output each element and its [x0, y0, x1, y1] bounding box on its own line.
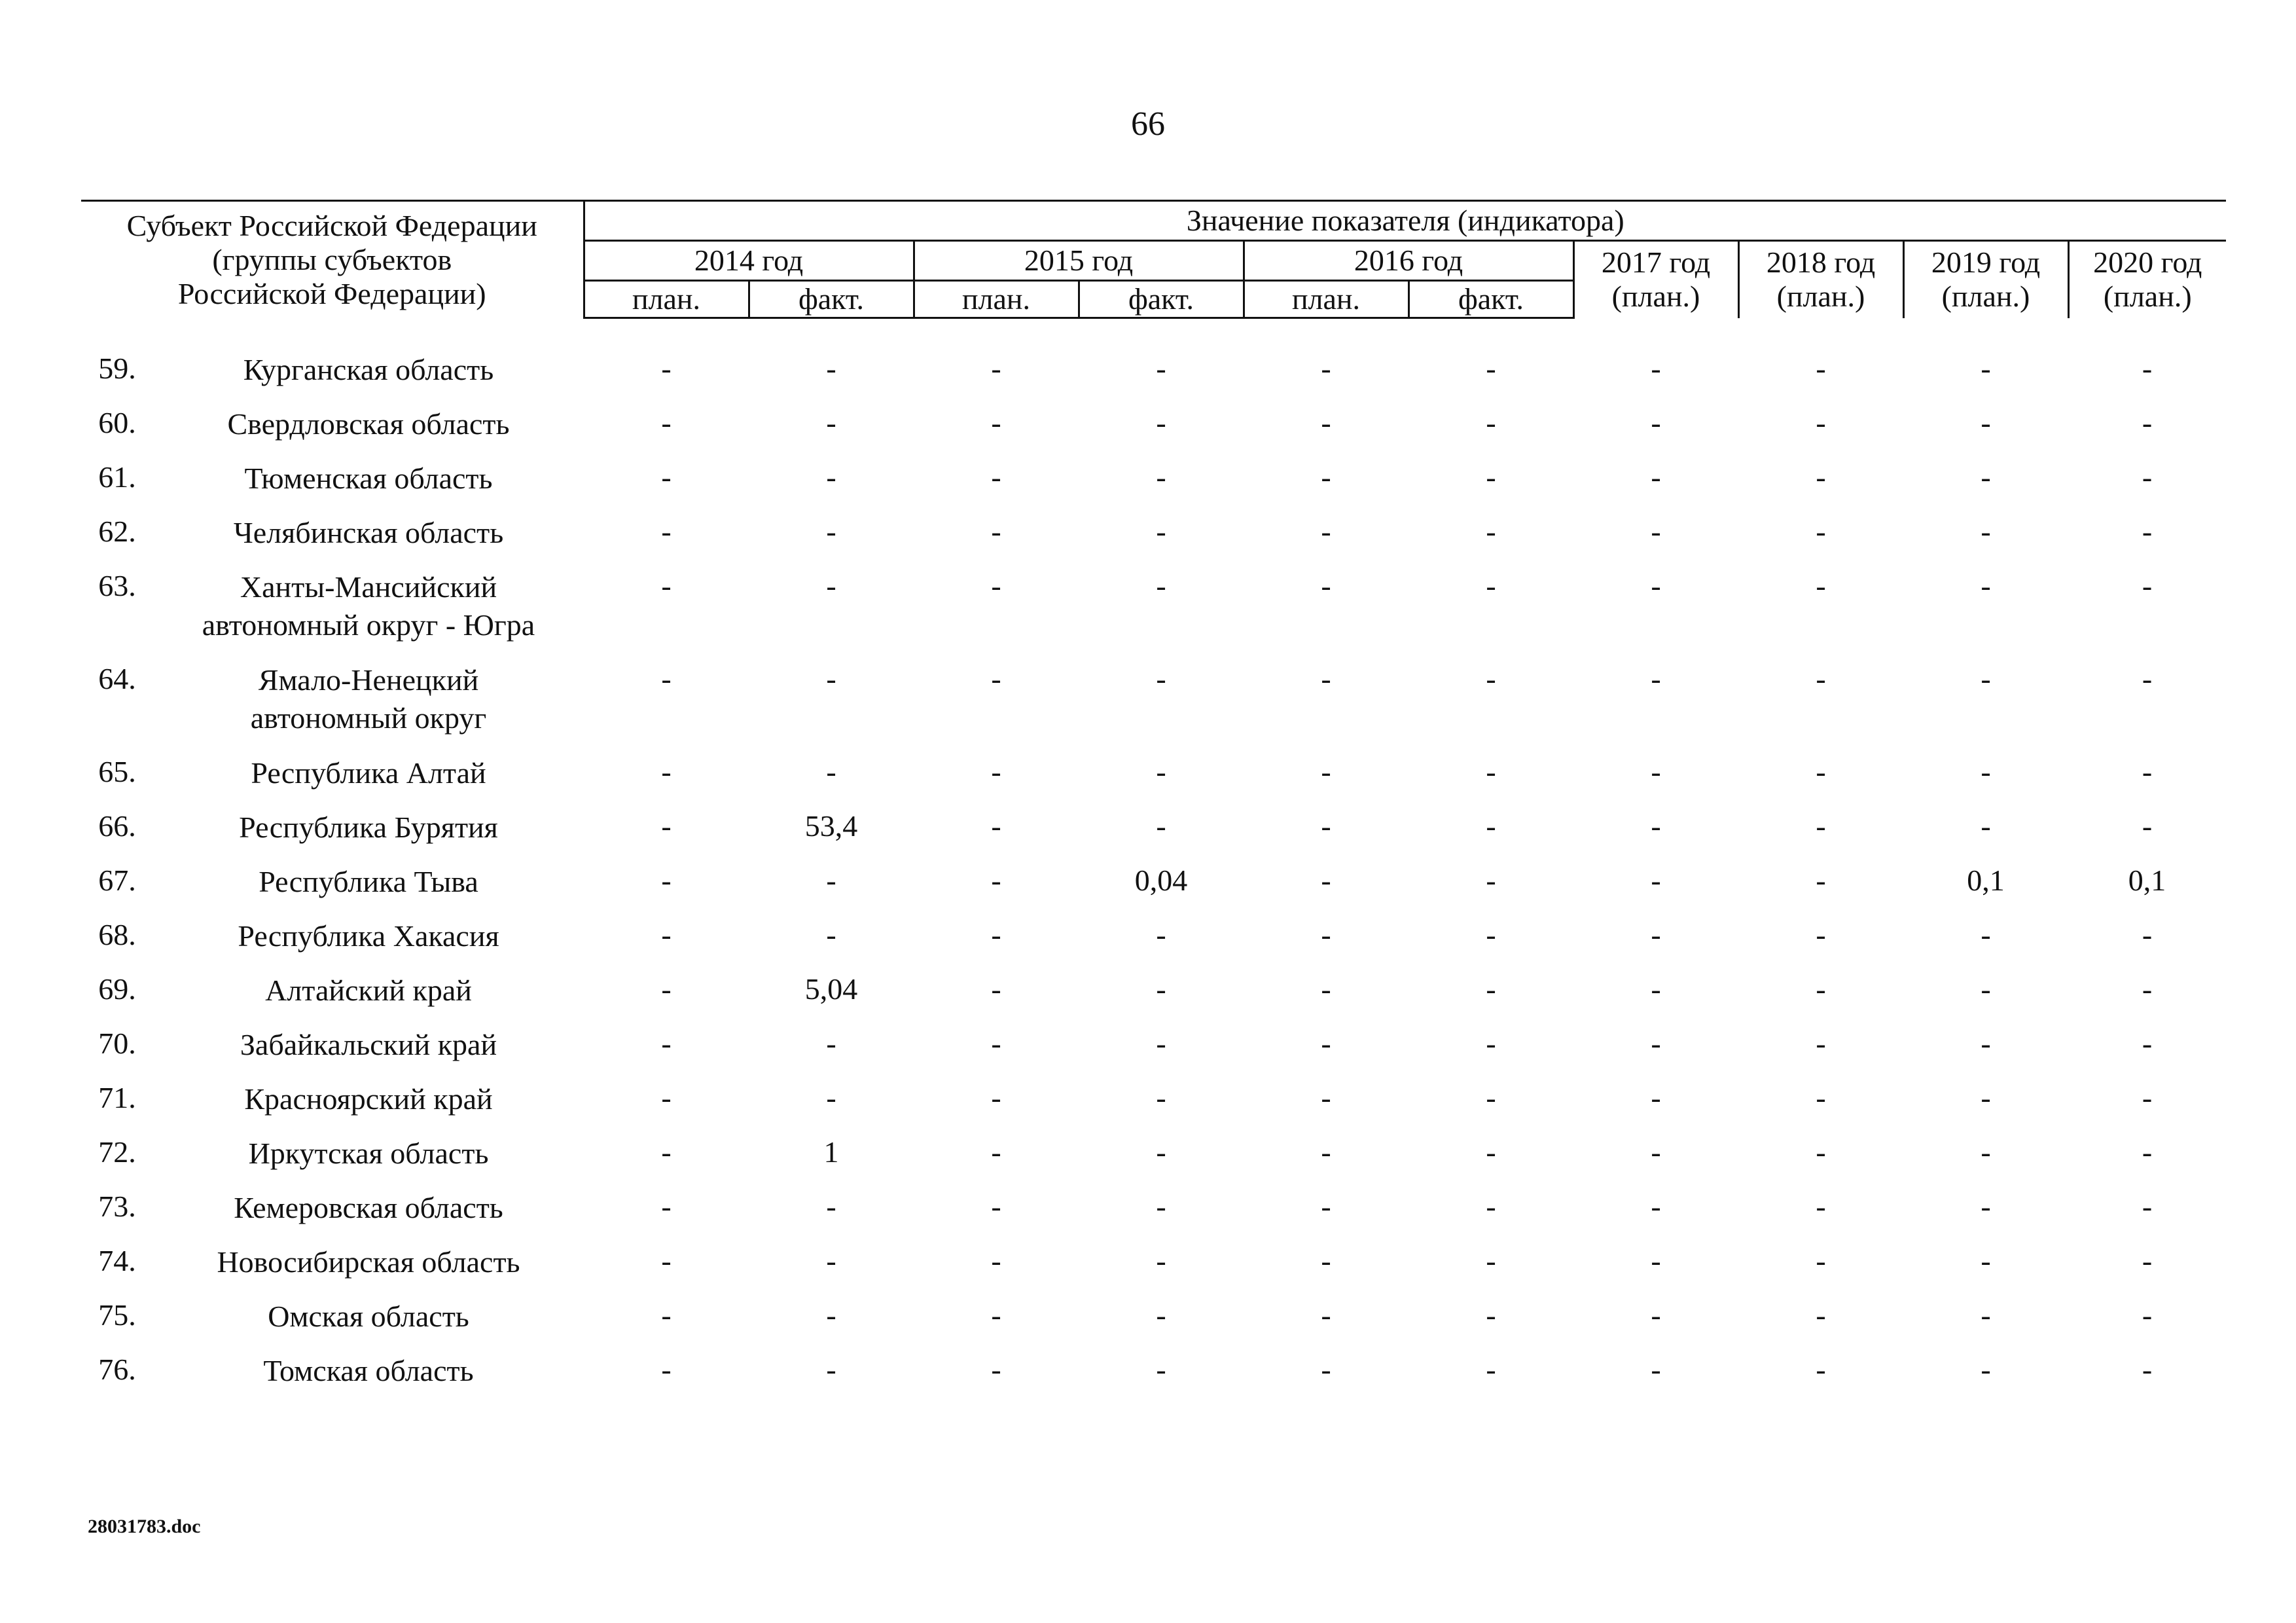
- indicator-value: -: [1651, 1243, 1661, 1277]
- row-number: 66.: [98, 809, 136, 843]
- table-row: [81, 1012, 2226, 1066]
- indicator-value: -: [1651, 754, 1661, 788]
- indicator-value: 0,1: [1967, 863, 2005, 897]
- indicator-value: -: [991, 863, 1001, 897]
- indicator-value: -: [1981, 809, 1991, 843]
- plan-label: (план.): [1776, 280, 1865, 314]
- indicator-value: -: [826, 1189, 836, 1223]
- indicator-value: -: [1486, 917, 1496, 951]
- table-row: [81, 1175, 2226, 1229]
- subject-name: [153, 903, 584, 957]
- indicator-value: -: [1156, 1243, 1166, 1277]
- indicator-value: -: [1816, 661, 1826, 695]
- subject-name: [153, 1229, 584, 1283]
- indicator-value: 0,04: [1134, 863, 1188, 897]
- indicator-value: -: [826, 460, 836, 494]
- indicator-value: -: [1651, 917, 1661, 951]
- indicator-value: -: [1156, 1298, 1166, 1332]
- indicator-value: -: [1651, 351, 1661, 385]
- table-row: [81, 848, 2226, 903]
- year-label: 2017 год: [1601, 246, 1711, 280]
- indicator-value: -: [1486, 1026, 1496, 1060]
- fact-subheader: факт.: [1408, 281, 1573, 318]
- table-row: [81, 391, 2226, 445]
- indicator-value: -: [661, 1135, 672, 1169]
- indicator-value: -: [991, 351, 1001, 385]
- indicator-value: -: [991, 809, 1001, 843]
- year-header-2016: 2016 год: [1244, 241, 1573, 281]
- indicator-value: -: [826, 351, 836, 385]
- row-number: 69.: [98, 972, 136, 1006]
- table-row: [81, 1283, 2226, 1338]
- indicator-value: -: [661, 514, 672, 548]
- indicator-value: -: [1651, 568, 1661, 602]
- indicator-value: -: [2142, 405, 2153, 439]
- year-header-2018: [1738, 241, 1903, 318]
- plan-subheader: план.: [584, 281, 749, 318]
- indicator-value: -: [2142, 661, 2153, 695]
- fact-subheader: факт.: [1079, 281, 1244, 318]
- indicator-value: -: [1486, 1080, 1496, 1114]
- indicator-value: -: [1156, 972, 1166, 1006]
- indicator-value: -: [1651, 809, 1661, 843]
- plan-subheader: план.: [1244, 281, 1408, 318]
- indicator-value: -: [1486, 1135, 1496, 1169]
- indicator-value: -: [1321, 514, 1331, 548]
- indicator-value: -: [2142, 1135, 2153, 1169]
- indicator-value: -: [991, 1026, 1001, 1060]
- indicator-value: -: [1651, 1352, 1661, 1386]
- indicator-value: -: [1486, 1298, 1496, 1332]
- indicator-value: -: [1156, 661, 1166, 695]
- subject-name-line: Тюменская область: [244, 461, 493, 495]
- indicator-value: -: [2142, 1298, 2153, 1332]
- year-header-2019: [1903, 241, 2068, 318]
- subject-name-line: Забайкальский край: [240, 1027, 497, 1061]
- table-body: [81, 318, 2226, 1392]
- indicator-value: -: [1486, 863, 1496, 897]
- row-number: 67.: [98, 863, 136, 897]
- indicator-value: -: [2142, 917, 2153, 951]
- indicator-value: -: [2142, 809, 2153, 843]
- indicator-value: -: [661, 1298, 672, 1332]
- indicator-value: -: [1816, 405, 1826, 439]
- indicator-value: -: [991, 1298, 1001, 1332]
- indicator-value: -: [1651, 1026, 1661, 1060]
- row-number: 64.: [98, 661, 136, 695]
- subject-header-line: (группы субъектов: [212, 242, 452, 276]
- indicator-value: -: [1321, 754, 1331, 788]
- indicator-value: -: [1156, 568, 1166, 602]
- indicator-value: -: [1486, 405, 1496, 439]
- indicator-value: -: [1321, 917, 1331, 951]
- subject-name-line: Челябинская область: [233, 515, 504, 549]
- indicator-value: 1: [823, 1135, 839, 1169]
- indicator-value: -: [1981, 754, 1991, 788]
- indicator-value: -: [1816, 1135, 1826, 1169]
- indicator-value: -: [1321, 972, 1331, 1006]
- indicator-value: -: [2142, 460, 2153, 494]
- indicator-value: -: [991, 972, 1001, 1006]
- indicator-value: -: [991, 1135, 1001, 1169]
- subject-name-line: Республика Алтай: [251, 756, 486, 790]
- subject-name-line: Ямало-Ненецкий: [258, 663, 479, 697]
- indicator-value: 0,1: [2128, 863, 2166, 897]
- row-number: 74.: [98, 1243, 136, 1277]
- indicator-value: -: [1981, 1298, 1991, 1332]
- indicator-value: -: [2142, 1189, 2153, 1223]
- indicator-value: -: [1321, 1189, 1331, 1223]
- indicator-value: -: [1651, 1135, 1661, 1169]
- indicator-value: -: [1981, 661, 1991, 695]
- row-number: 62.: [98, 514, 136, 548]
- indicator-value: -: [1816, 1080, 1826, 1114]
- year-label: 2019 год: [1931, 246, 2041, 280]
- indicator-value: -: [826, 1352, 836, 1386]
- indicator-value: -: [2142, 514, 2153, 548]
- indicator-value: -: [2142, 1352, 2153, 1386]
- indicator-value: -: [1816, 809, 1826, 843]
- indicator-value: -: [1816, 754, 1826, 788]
- table-row: [81, 500, 2226, 554]
- indicator-value: -: [2142, 1080, 2153, 1114]
- indicator-value: -: [826, 1243, 836, 1277]
- year-header-2014: 2014 год: [584, 241, 914, 281]
- indicator-value: -: [1816, 351, 1826, 385]
- row-number: 60.: [98, 405, 136, 439]
- indicator-value: -: [1816, 917, 1826, 951]
- subject-name: [153, 957, 584, 1012]
- indicator-value: -: [1981, 351, 1991, 385]
- indicator-value: -: [1321, 460, 1331, 494]
- indicator-value: -: [1486, 460, 1496, 494]
- indicator-value: -: [1486, 754, 1496, 788]
- table-row: [81, 794, 2226, 848]
- subject-column-header: [81, 201, 584, 318]
- subject-name-line: Кемеровская область: [234, 1190, 503, 1224]
- indicator-value: -: [1156, 1135, 1166, 1169]
- table-row: [81, 740, 2226, 794]
- indicator-value: -: [1981, 514, 1991, 548]
- table-row: [81, 1338, 2226, 1392]
- indicator-value: -: [1321, 1080, 1331, 1114]
- indicator-value: -: [826, 863, 836, 897]
- indicator-value: -: [991, 1243, 1001, 1277]
- subject-name: [153, 794, 584, 848]
- indicator-value: -: [991, 568, 1001, 602]
- subject-name: [153, 1283, 584, 1338]
- indicator-value: -: [661, 809, 672, 843]
- indicator-table: [81, 200, 2226, 1392]
- indicator-value: -: [1981, 972, 1991, 1006]
- indicator-value: -: [1651, 972, 1661, 1006]
- indicator-value: 5,04: [804, 972, 858, 1006]
- indicator-value: -: [1651, 1189, 1661, 1223]
- row-number: 73.: [98, 1189, 136, 1223]
- indicator-value: -: [1486, 809, 1496, 843]
- indicator-value: -: [1816, 1298, 1826, 1332]
- indicator-value: -: [1156, 754, 1166, 788]
- indicator-value: -: [1156, 405, 1166, 439]
- table-row: [81, 445, 2226, 500]
- indicator-value: -: [661, 405, 672, 439]
- year-header-2020: [2068, 241, 2226, 318]
- subject-header-line: Субъект Российской Федерации: [126, 208, 537, 242]
- indicator-value: -: [1651, 661, 1661, 695]
- subject-name: [153, 1338, 584, 1392]
- indicator-value: -: [661, 863, 672, 897]
- indicator-value: -: [661, 754, 672, 788]
- indicator-value: -: [1156, 1026, 1166, 1060]
- indicator-value: -: [1981, 460, 1991, 494]
- indicator-value: -: [661, 351, 672, 385]
- subject-name: [153, 1066, 584, 1120]
- indicator-value: -: [826, 1080, 836, 1114]
- indicator-value: -: [1156, 351, 1166, 385]
- subject-name-line: Ханты-Мансийский: [240, 570, 497, 604]
- indicator-value: -: [1486, 972, 1496, 1006]
- indicator-value: -: [661, 568, 672, 602]
- indicator-value: -: [826, 917, 836, 951]
- indicator-value: -: [1486, 661, 1496, 695]
- indicator-value: -: [661, 917, 672, 951]
- subject-name: [153, 1120, 584, 1175]
- subject-name: [153, 445, 584, 500]
- indicator-value: -: [1816, 863, 1826, 897]
- plan-label: (план.): [1611, 280, 1700, 314]
- year-label: 2020 год: [2093, 246, 2202, 280]
- plan-label: (план.): [2103, 280, 2192, 314]
- indicator-value: -: [1816, 514, 1826, 548]
- row-number: 68.: [98, 917, 136, 951]
- indicator-value: -: [826, 1026, 836, 1060]
- row-number: 72.: [98, 1135, 136, 1169]
- indicator-value: -: [991, 1189, 1001, 1223]
- indicator-value: -: [2142, 351, 2153, 385]
- table-header: [81, 201, 2226, 318]
- indicator-value: -: [1981, 568, 1991, 602]
- indicator-value: -: [1156, 460, 1166, 494]
- subject-name: [153, 391, 584, 445]
- year-header-2017: [1573, 241, 1738, 318]
- table-row: [81, 337, 2226, 391]
- page-number: 66: [1131, 105, 1165, 143]
- subject-name: [153, 554, 584, 647]
- subject-name-line: Омская область: [268, 1299, 469, 1333]
- plan-subheader: план.: [914, 281, 1079, 318]
- indicator-value: -: [1981, 1352, 1991, 1386]
- indicator-value: -: [826, 1298, 836, 1332]
- table-row: [81, 647, 2226, 740]
- indicator-value: -: [1981, 405, 1991, 439]
- indicator-value: -: [1156, 1080, 1166, 1114]
- subject-name: [153, 337, 584, 391]
- indicator-value: -: [826, 661, 836, 695]
- indicator-value: -: [826, 754, 836, 788]
- indicator-value: -: [1651, 405, 1661, 439]
- fact-subheader: факт.: [749, 281, 914, 318]
- indicator-value: -: [661, 972, 672, 1006]
- row-number: 59.: [98, 351, 136, 385]
- indicator-value: -: [1156, 514, 1166, 548]
- indicator-value: -: [1651, 863, 1661, 897]
- indicator-value: -: [1816, 1189, 1826, 1223]
- indicator-value: -: [661, 1243, 672, 1277]
- indicator-value: -: [1321, 1026, 1331, 1060]
- subject-name-line: Красноярский край: [244, 1082, 493, 1116]
- indicator-header: Значение показателя (индикатора): [584, 201, 2226, 241]
- indicator-value: -: [1321, 1135, 1331, 1169]
- indicator-value: -: [826, 405, 836, 439]
- row-number: 61.: [98, 460, 136, 494]
- subject-name-line: Курганская область: [243, 352, 494, 386]
- indicator-value: -: [991, 514, 1001, 548]
- indicator-value: -: [661, 1352, 672, 1386]
- subject-name-line: Республика Хакасия: [238, 919, 499, 953]
- indicator-value: -: [2142, 568, 2153, 602]
- indicator-value: -: [991, 754, 1001, 788]
- indicator-value: -: [661, 460, 672, 494]
- table-row: [81, 957, 2226, 1012]
- subject-name: [153, 1012, 584, 1066]
- indicator-value: -: [1816, 1243, 1826, 1277]
- indicator-value: -: [2142, 1243, 2153, 1277]
- indicator-value: -: [1981, 917, 1991, 951]
- row-number: 76.: [98, 1352, 136, 1386]
- indicator-value: -: [1981, 1189, 1991, 1223]
- subject-name: [153, 848, 584, 903]
- indicator-value: -: [991, 661, 1001, 695]
- indicator-value: -: [1816, 972, 1826, 1006]
- indicator-value: -: [1321, 405, 1331, 439]
- indicator-value: -: [1156, 809, 1166, 843]
- indicator-value: -: [1816, 1026, 1826, 1060]
- indicator-value: -: [1486, 1189, 1496, 1223]
- subject-name-line: автономный округ: [250, 701, 487, 735]
- row-number: 63.: [98, 568, 136, 602]
- plan-label: (план.): [1941, 280, 2030, 314]
- subject-name: [153, 1175, 584, 1229]
- indicator-value: -: [1321, 1243, 1331, 1277]
- year-label: 2018 год: [1766, 246, 1876, 280]
- indicator-value: -: [1651, 1298, 1661, 1332]
- row-number: 75.: [98, 1298, 136, 1332]
- row-number: 71.: [98, 1080, 136, 1114]
- indicator-value: -: [661, 1189, 672, 1223]
- table-row: [81, 1229, 2226, 1283]
- indicator-value: -: [991, 460, 1001, 494]
- document-file-reference: 28031783.doc: [88, 1516, 201, 1537]
- indicator-value: -: [2142, 754, 2153, 788]
- indicator-value: -: [1321, 809, 1331, 843]
- indicator-value: -: [1981, 1243, 1991, 1277]
- subject-name-line: Томская область: [263, 1353, 474, 1387]
- indicator-value: -: [661, 661, 672, 695]
- indicator-value: -: [1651, 514, 1661, 548]
- table-row: [81, 1120, 2226, 1175]
- indicator-value: -: [2142, 972, 2153, 1006]
- subject-name-line: Республика Тыва: [259, 864, 478, 898]
- indicator-value: -: [991, 917, 1001, 951]
- indicator-value: -: [1321, 568, 1331, 602]
- indicator-value: -: [991, 1080, 1001, 1114]
- indicator-value: -: [2142, 1026, 2153, 1060]
- indicator-value: -: [826, 514, 836, 548]
- subject-name: [153, 740, 584, 794]
- indicator-value: 53,4: [804, 809, 858, 843]
- indicator-value: -: [1486, 1243, 1496, 1277]
- row-number: 70.: [98, 1026, 136, 1060]
- subject-name-line: Новосибирская область: [217, 1245, 520, 1279]
- indicator-value: -: [1816, 568, 1826, 602]
- indicator-value: -: [1981, 1080, 1991, 1114]
- indicator-value: -: [1321, 1298, 1331, 1332]
- subject-name-line: Республика Бурятия: [239, 810, 498, 844]
- subject-name: [153, 647, 584, 740]
- table-row: [81, 903, 2226, 957]
- subject-name-line: Алтайский край: [265, 973, 472, 1007]
- subject-name-line: Иркутская область: [248, 1136, 489, 1170]
- indicator-value: -: [991, 1352, 1001, 1386]
- row-number: 65.: [98, 754, 136, 788]
- indicator-value: -: [1981, 1135, 1991, 1169]
- subject-name-line: Свердловская область: [227, 407, 510, 441]
- indicator-value: -: [661, 1026, 672, 1060]
- indicator-value: -: [1816, 1352, 1826, 1386]
- subject-header-line: Российской Федерации): [177, 276, 486, 310]
- table-row: [81, 554, 2226, 647]
- indicator-value: -: [991, 405, 1001, 439]
- indicator-value: -: [1651, 460, 1661, 494]
- indicator-value: -: [1486, 1352, 1496, 1386]
- table-row: [81, 1066, 2226, 1120]
- indicator-value: -: [1816, 460, 1826, 494]
- indicator-value: -: [1321, 351, 1331, 385]
- indicator-value: -: [1321, 863, 1331, 897]
- indicator-value: -: [1651, 1080, 1661, 1114]
- subject-name: [153, 500, 584, 554]
- subject-name-line: автономный округ - Югра: [202, 608, 535, 642]
- indicator-value: -: [661, 1080, 672, 1114]
- indicator-value: -: [1486, 514, 1496, 548]
- indicator-value: -: [1486, 351, 1496, 385]
- indicator-value: -: [1156, 917, 1166, 951]
- indicator-value: -: [1321, 661, 1331, 695]
- indicator-value: -: [826, 568, 836, 602]
- indicator-value: -: [1156, 1189, 1166, 1223]
- indicator-value: -: [1321, 1352, 1331, 1386]
- year-header-2015: 2015 год: [914, 241, 1244, 281]
- indicator-value: -: [1156, 1352, 1166, 1386]
- indicator-value: -: [1486, 568, 1496, 602]
- indicator-value: -: [1981, 1026, 1991, 1060]
